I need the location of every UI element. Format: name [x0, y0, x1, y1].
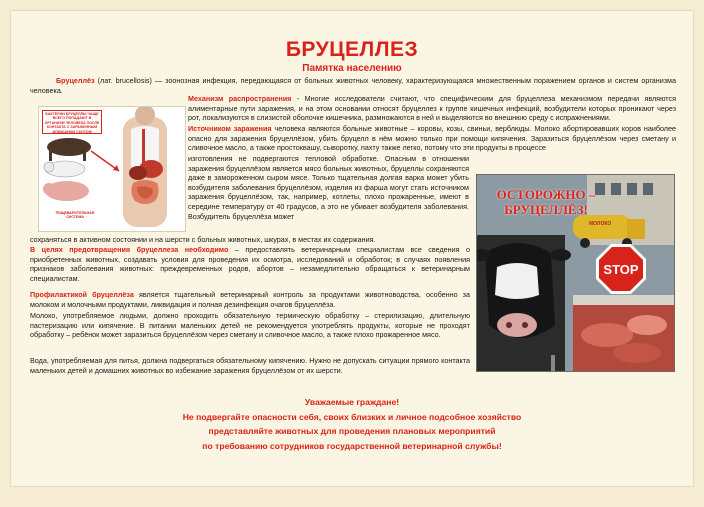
intro-text: (лат. brucellosis) — зоонозная инфекция, передающаяся от больных животных человеку, характеризующаяся множественным поражением органов и систем организма человека.: [30, 76, 676, 95]
page-subtitle: Памятка населению: [302, 63, 402, 74]
sources-paragraph: [188, 124, 676, 153]
warning-photo: [476, 174, 675, 372]
illustration-caption: БАКТЕРИИ БРУЦЕЛЛЫ ЧАЩЕ ВСЕГО ПОПАДАЮТ В ОРГАНИЗМ ЧЕЛОВЕКА ПОСЛЕ КОНТАКТА С ЗАРАЖЕННЫМ ДОМАШНИМ СКОТОМ: [42, 110, 102, 134]
mechanism-text: - Многие исследователи считают, что специфическим для бруцеллеза механизмом передачи являются алиментарные пути заражения, и на этом основании относят бруцеллез к группе кишечных инфекций, возбудители которых проникают через рот, локализуются в слизистой оболочке кишечника, размножаются в ней и выделяются во внешнюю среду с испражнениями.: [188, 94, 677, 123]
prophylaxis-label: Профилактикой бруцеллёза: [30, 290, 134, 299]
warning-text: ОСТОРОЖНО – БРУЦЕЛЛЁЗ!: [496, 187, 596, 217]
page-title: БРУЦЕЛЛЕЗ: [285, 38, 419, 61]
intro-term: Бруцеллёз: [56, 76, 95, 85]
appeal-line-4: по требованию сотрудников государственной ветеринарной службы!: [202, 440, 502, 451]
mechanism-paragraph: [188, 94, 676, 123]
appeal-line-1: Уважаемые граждане!: [304, 397, 400, 407]
sources-paragraph-tail: сохраняться в активном состоянии и на шерсти с больных животных, шкурах, в местах их содержания.: [30, 235, 376, 244]
prevention-label: В целях предотвращения бруцеллеза необходимо: [30, 245, 229, 254]
milk-paragraph: Молоко, употребляемое людьми, должно проходить обязательную термическую обработку – стерилизацию, длительную пастеризацию или кипячение. В питании маленьких детей не рекомендуется употреблять продукты, которые не проходят обработку – ребёнок может заразиться бруцеллёзом через сметану и сливочное масло, а также плохо прожаренное мясо.: [30, 311, 470, 340]
appeal-line-2: Не подвергайте опасности себя, своих близких и личное подсобное хозяйство: [182, 411, 522, 422]
appeal-block: [10, 395, 694, 453]
sources-text: человека являются больные животные – коровы, козы, свиньи, верблюды. Молоко абортировавших коров наиболее опасно для заражения бруцеллёзом, убить бруцелл в нём можно только при помощи кипячения. Заразиться бруцеллёзом через сметану и сливочное масло, а также простоквашу, сыворотку, пахту также легко, потому что эти продукты в процессе: [188, 124, 676, 153]
truck-label: МОЛОКО: [589, 221, 612, 227]
illustration-caption-bottom: ПИЩЕВАРИТЕЛЬНАЯ СИСТЕМА: [55, 211, 95, 219]
prevention-paragraph: [30, 245, 470, 283]
stop-sign-label: STOP: [603, 262, 639, 277]
sources-paragraph-continued: изготовления не подвергаются тепловой обработке. Опасным в отношении заражения бруцеллёзом является мясо больных животных, бруцеллы сохраняются даже в замороженном сыром мясе. Только тщательная долгая варка может убить возбудителя заболевания бруцеллёзом, изделия из фарша могут стать источником заражения бруцеллёзом, так, например, котлеты, плохо прожаренные, имеют в середине температуру от 40 градусов, а это не убивает возбудителя заболевания. Возбудитель бруцеллёза может: [188, 154, 469, 221]
water-paragraph: Вода, употребляемая для питья, должна подвергаться обязательному кипячению. Нужно не допускать ситуации прямого контакта маленьких детей и домашних животных во избежание заражения бруцеллёзом от их шерсти.: [30, 356, 470, 375]
appeal-line-3: представляйте животных для проведения плановых мероприятий: [208, 426, 496, 437]
leaflet-page: [10, 10, 694, 487]
sources-label: Источником заражения: [188, 124, 272, 133]
prevention-text: – предоставлять ветеринарным специалистам все сведения о приобретенных животных, создавать условия для проведения их осмотра, исследований и обработок; в случаях появления признаков заболевания животных: преждевременных родов, абортов – незамедлительно обращаться к ветеринарным специалистам.: [30, 245, 470, 283]
stop-sign-icon: [595, 243, 647, 295]
prophylaxis-paragraph: [30, 290, 470, 309]
mechanism-label: Механизм распространения: [188, 94, 292, 103]
intro-paragraph: [30, 76, 676, 95]
prophylaxis-text: является тщательный ветеринарный контроль за продуктами животноводства, особенно за молоком и молочными продуктами, ликвидация и полная дезинфекция очагов бруцеллёза.: [30, 290, 470, 309]
digestive-system-illustration: [38, 106, 186, 232]
